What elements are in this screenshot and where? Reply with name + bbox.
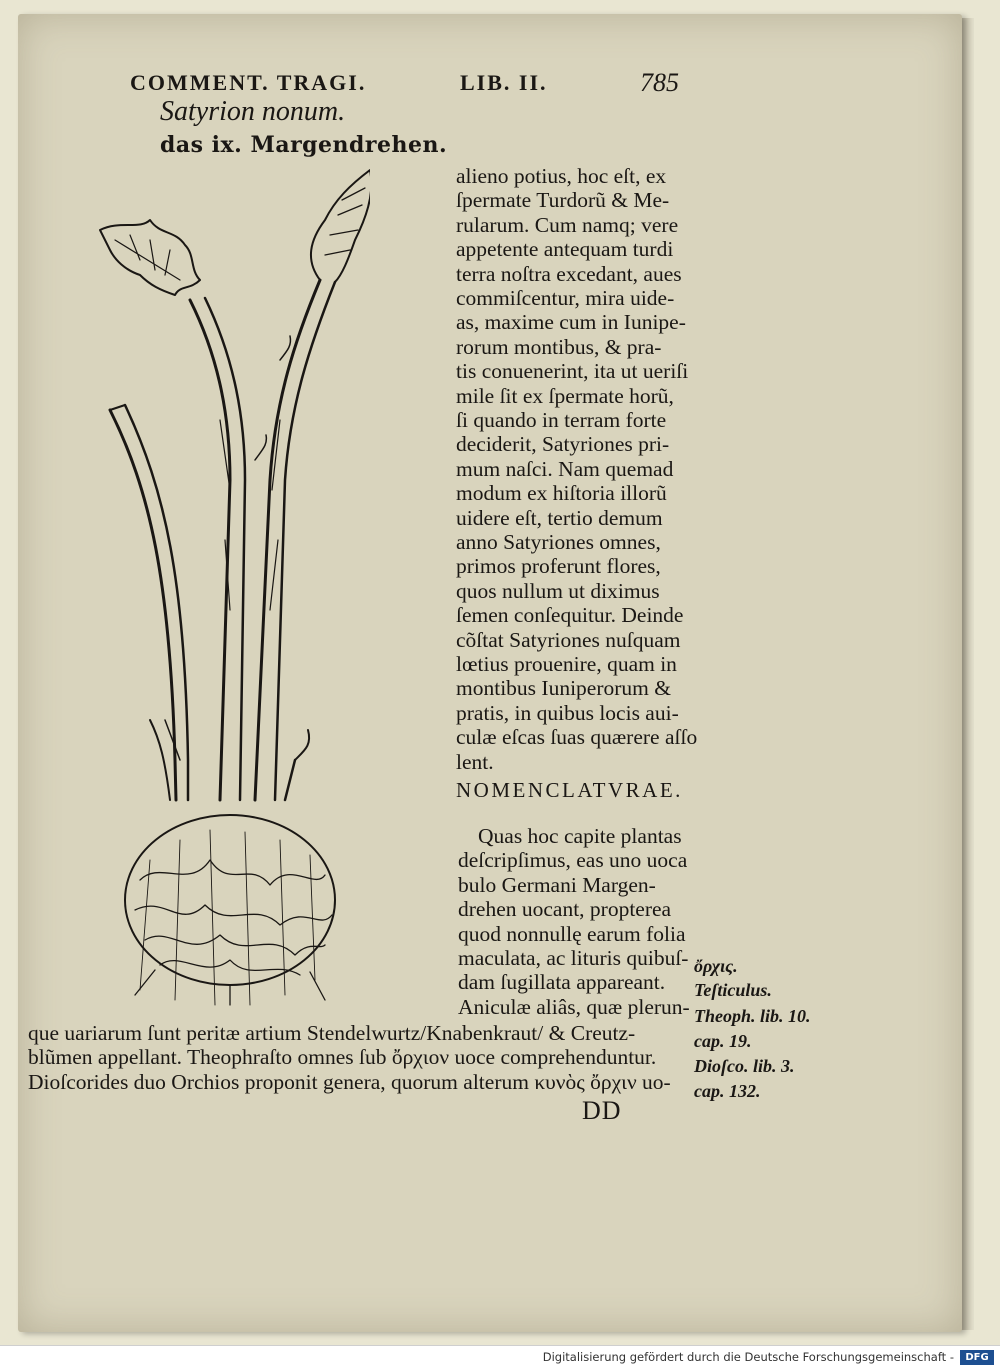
- footer-credit: Digitalisierung gefördert durch die Deutsche Forschungsgemeinschaft -: [542, 1350, 954, 1364]
- margin-note: cap. 19.: [694, 1031, 752, 1051]
- text-line: as, maxime cum in Iunipe-: [456, 310, 686, 335]
- margin-note: cap. 132.: [694, 1081, 761, 1101]
- text-line: blũmen appellant. Theophraſto omnes ſub ὄρχιον uoce comprehenduntur.: [28, 1045, 657, 1070]
- text-line: Dioſcorides duo Orchios proponit genera, quorum alterum κυνὸς ὄρχιν uo-: [28, 1069, 671, 1094]
- text-line: terra noſtra excedant, aues: [456, 261, 682, 286]
- page-number: 785: [640, 68, 679, 97]
- text-line: anno Satyriones omnes,: [456, 530, 661, 554]
- margin-note: Dioſco. lib. 3.: [694, 1056, 795, 1076]
- margin-note: ὄρχις.: [694, 956, 738, 976]
- section-heading: NOMENCLATVRAE.: [456, 778, 683, 802]
- text-line: Aniculæ aliâs, quæ plerun-: [458, 994, 690, 1019]
- running-head-book: LIB. II.: [460, 70, 548, 95]
- text-line: quod nonnullę earum folia: [458, 921, 686, 946]
- text-line: maculata, ac lituris quibuſ-: [458, 946, 689, 970]
- text-line: commiſcentur, mira uide-: [456, 286, 675, 310]
- page-edge: [960, 18, 974, 1330]
- text-line: deciderit, Satyriones pri-: [456, 432, 670, 457]
- text-line: quos nullum ut diximus: [456, 578, 660, 603]
- text-line: rorum montibus, & pra-: [456, 334, 662, 359]
- text-line: mile ſit ex ſpermate horũ,: [456, 383, 674, 408]
- text-line: rularum. Cum namq; vere: [456, 212, 679, 237]
- text-line: ſi quando in terram forte: [456, 408, 667, 432]
- text-line: uidere eſt, tertio demum: [456, 505, 663, 530]
- text-line: primos proferunt flores,: [456, 554, 661, 579]
- dfg-logo[interactable]: DFG: [960, 1350, 994, 1365]
- text-line: modum ex hiſtoria illorũ: [456, 481, 667, 506]
- margin-note: Theoph. lib. 10.: [694, 1006, 811, 1026]
- text-line: cõſtat Satyriones nuſquam: [456, 627, 681, 652]
- text-line: ſemen conſequitur. Deinde: [456, 603, 684, 628]
- text-line: lent.: [456, 749, 494, 774]
- catchword: DD: [582, 1096, 622, 1125]
- text-line: pratis, in quibus locis aui-: [456, 700, 679, 725]
- text-line: Quas hoc capite plantas: [478, 824, 682, 848]
- text-line: tis conuenerint, ita ut ueriſi: [456, 359, 689, 384]
- text-line: mum naſci. Nam quemad: [456, 456, 674, 481]
- text-line: alieno potius, hoc eſt, ex: [456, 164, 667, 188]
- text-line: drehen uocant, propterea: [458, 897, 672, 922]
- text-line: bulo Germani Margen-: [458, 872, 656, 897]
- text-line: lœtius prouenire, quam in: [456, 652, 677, 676]
- text-line: ſpermate Turdorũ & Me-: [456, 188, 670, 213]
- figure-title: Satyrion nonum.: [160, 96, 346, 127]
- text-line: deſcripſimus, eas uno uoca: [458, 848, 688, 873]
- text-line: dam ſugillata appareant.: [458, 970, 666, 995]
- text-line: montibus Iuniperorum &: [456, 676, 671, 701]
- text-line: culæ eſcas ſuas quærere aſſo: [456, 725, 698, 750]
- running-head-left: COMMENT. TRAGI.: [130, 70, 367, 95]
- text-line: que uariarum ſunt peritæ artium Stendelwurtz/Knabenkraut/ & Creutz-: [28, 1021, 636, 1045]
- text-line: appetente antequam turdi: [456, 237, 674, 262]
- figure-subtitle: das ix. Margendrehen.: [160, 132, 448, 158]
- digitization-footer: [0, 1345, 1000, 1369]
- plant-woodcut-illustration: [80, 160, 370, 1020]
- margin-note: Teſticulus.: [694, 980, 772, 1000]
